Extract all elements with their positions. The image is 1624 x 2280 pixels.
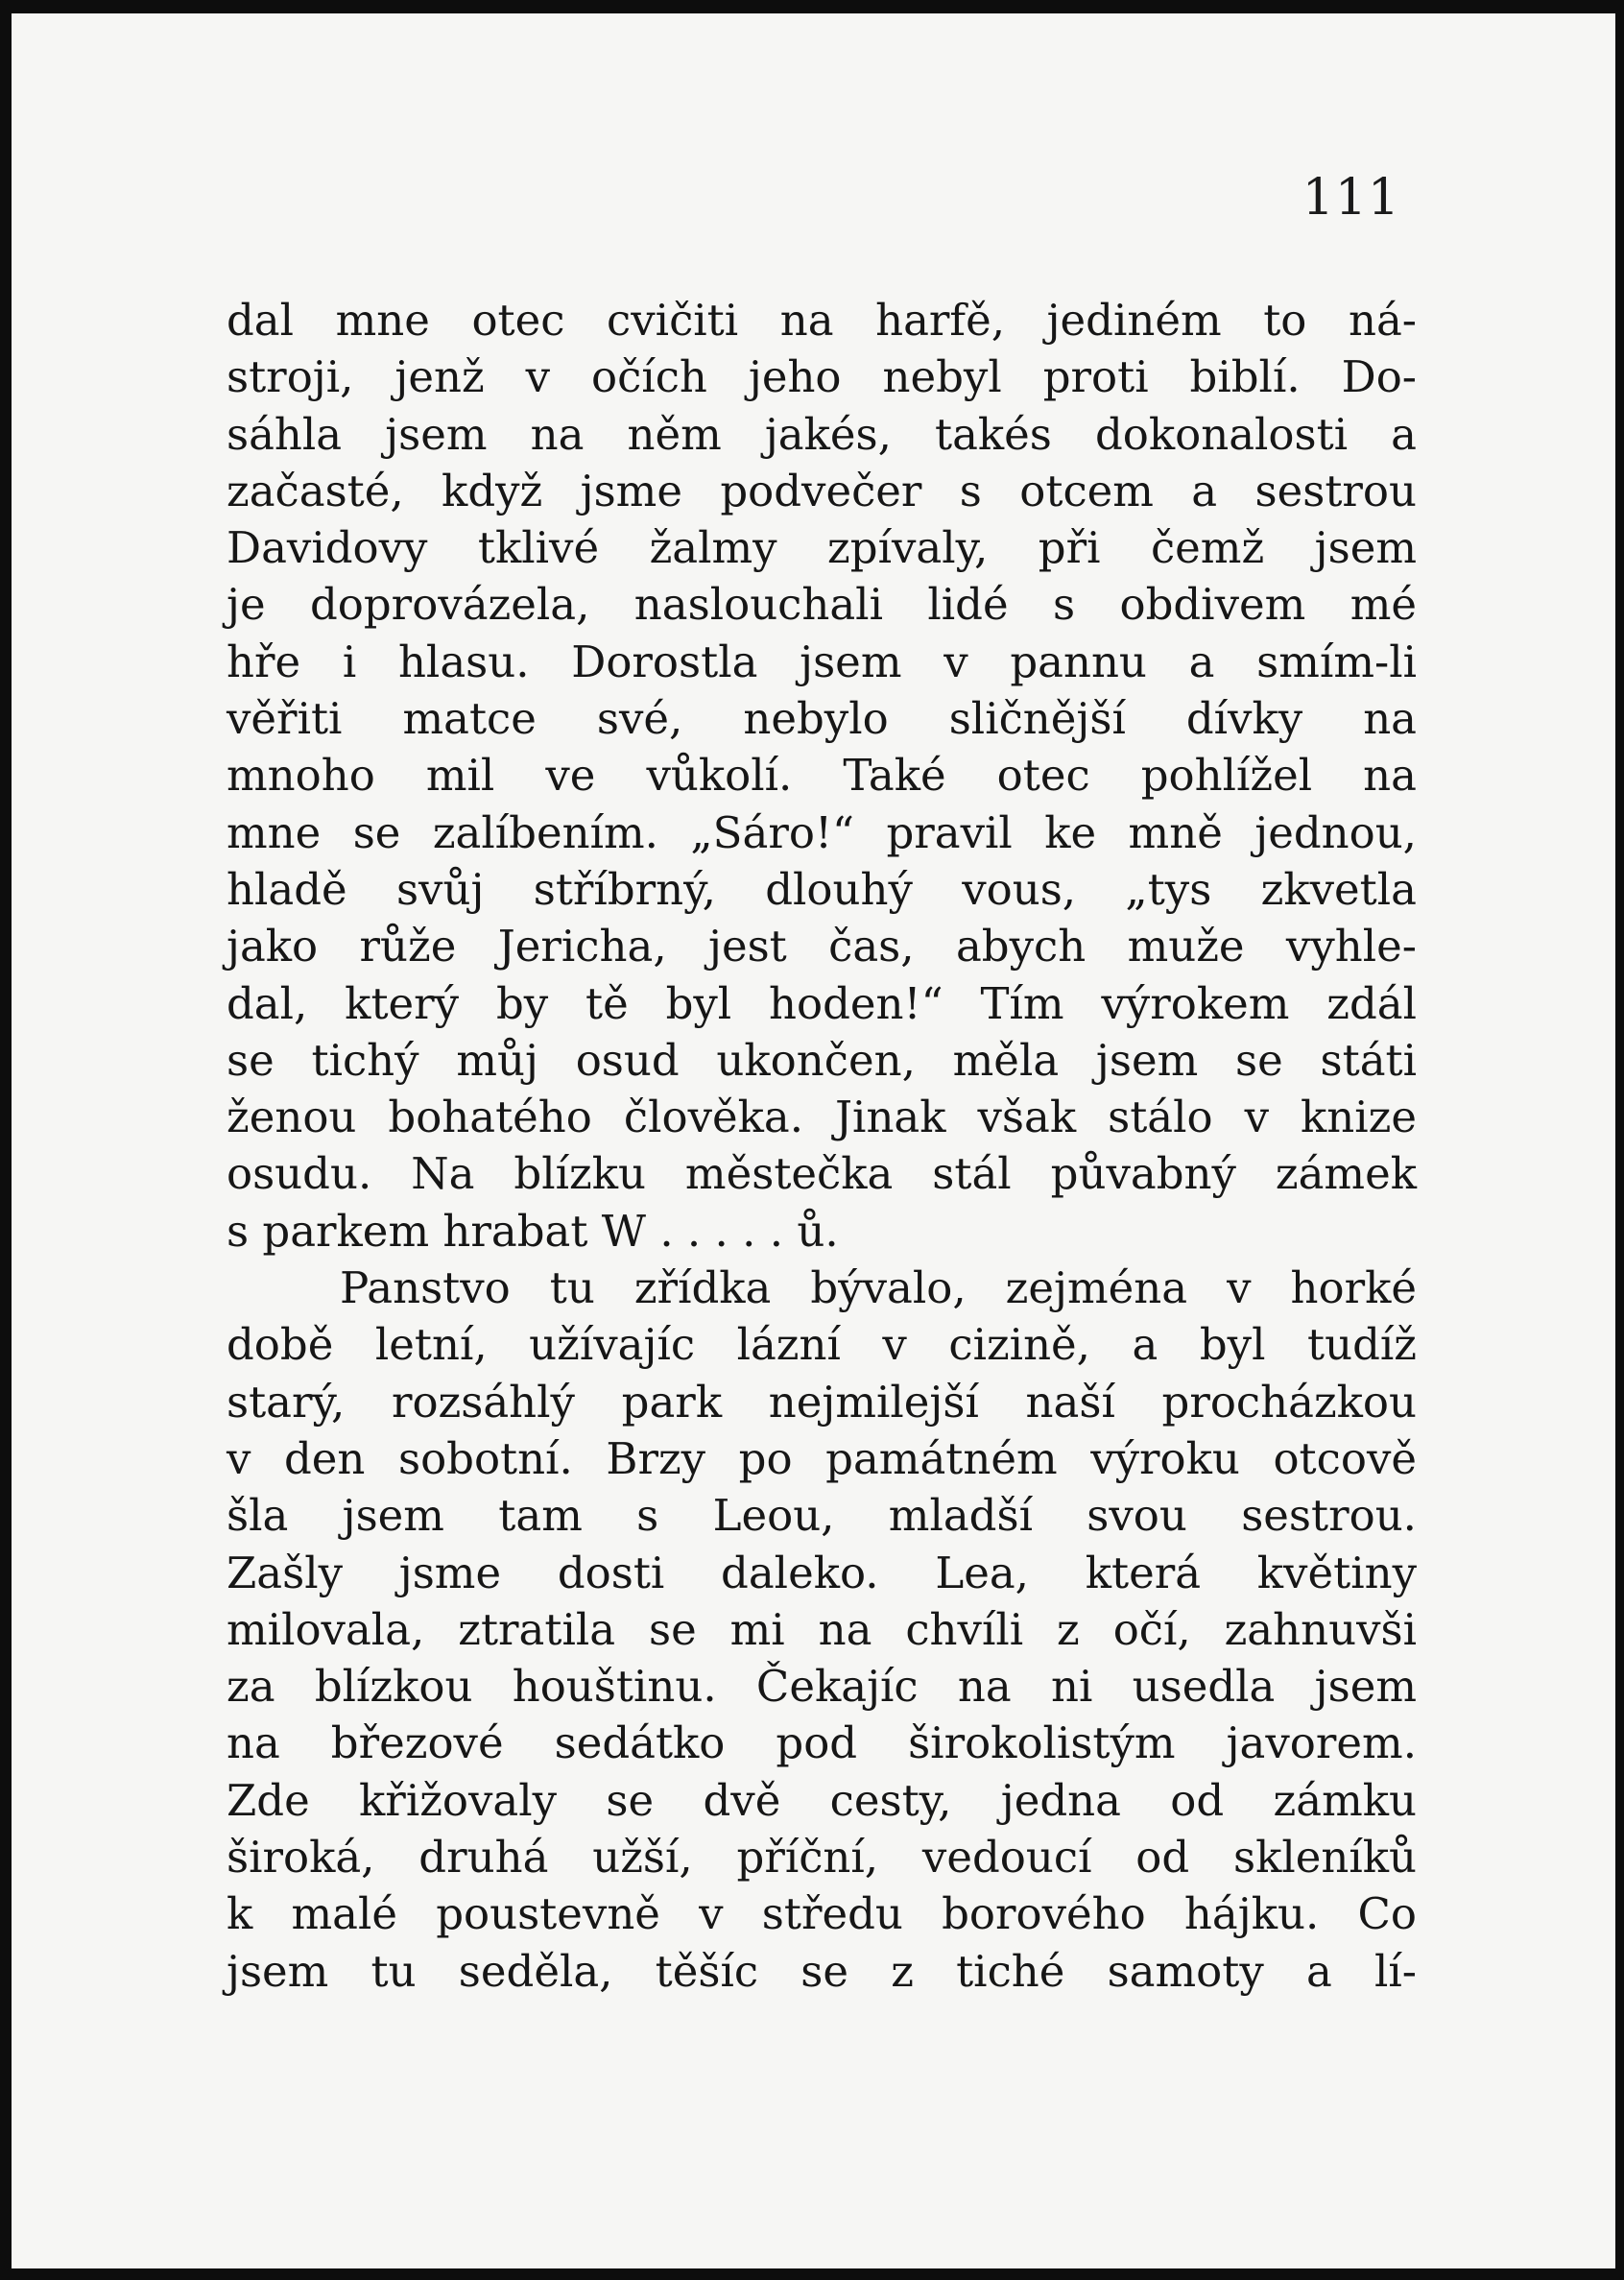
text-line: dal, který by tě byl hoden!“ Tím výrokem zdál xyxy=(227,977,1417,1029)
text-line: se tichý můj osud ukončen, měla jsem se státi xyxy=(227,1034,1417,1086)
text-line: za blízkou houštinu. Čekajíc na ni usedla jsem xyxy=(227,1661,1417,1713)
text-line: jsem tu seděla, těšíc se z tiché samoty a lí- xyxy=(227,1945,1417,1997)
text-line: milovala, ztratila se mi na chvíli z očí, zahnuvši xyxy=(227,1603,1417,1655)
text-line: hladě svůj stříbrný, dlouhý vous, „tys zkvetla xyxy=(227,863,1417,915)
text-line: hře i hlasu. Dorostla jsem v pannu a smím-li xyxy=(227,636,1417,687)
text-line: době letní, užívajíc lázní v cizině, a byl tudíž xyxy=(227,1319,1417,1371)
text-line: šla jsem tam s Leou, mladší svou sestrou. xyxy=(227,1490,1417,1542)
text-line: starý, rozsáhlý park nejmilejší naší procházkou xyxy=(227,1376,1417,1428)
paragraph-end-line: s parkem hrabat W . . . . . ů. xyxy=(227,1205,839,1257)
scan-border-bottom xyxy=(0,2268,1624,2280)
body-text xyxy=(227,292,1417,2000)
paragraph-start-line: Panstvo tu zřídka bývalo, zejména v horké xyxy=(340,1262,1417,1314)
text-line: Davidovy tklivé žalmy zpívaly, při čemž jsem xyxy=(227,522,1417,574)
text-line: jako růže Jericha, jest čas, abych muže vyhle- xyxy=(227,921,1417,972)
text-line: na březové sedátko pod širokolistým javorem. xyxy=(227,1717,1417,1769)
text-line: věřiti matce své, nebylo sličnější dívky na xyxy=(227,693,1417,745)
text-line: je doprovázela, naslouchali lidé s obdivem mé xyxy=(227,579,1417,631)
text-line: mnoho mil ve vůkolí. Také otec pohlížel na xyxy=(227,750,1417,802)
page-number: 111 xyxy=(1302,169,1400,227)
text-line: široká, druhá užší, příční, vedoucí od skleníků xyxy=(227,1832,1417,1884)
text-line: začasté, když jsme podvečer s otcem a sestrou xyxy=(227,465,1417,516)
text-line: v den sobotní. Brzy po památném výroku otcově xyxy=(227,1432,1417,1484)
text-line: ženou bohatého člověka. Jinak však stálo v knize xyxy=(227,1092,1417,1143)
scan-border-left xyxy=(0,0,12,2280)
text-line: k malé poustevně v středu borového hájku. Co xyxy=(227,1888,1417,1940)
text-line: sáhla jsem na něm jakés, takés dokonalosti a xyxy=(227,408,1417,460)
text-line: stroji, jenž v očích jeho nebyl proti biblí. Do- xyxy=(227,351,1417,403)
text-line: osudu. Na blízku městečka stál půvabný zámek xyxy=(227,1148,1417,1200)
scan-border-right xyxy=(1615,0,1624,2280)
text-line: Zašly jsme dosti daleko. Lea, která květiny xyxy=(227,1547,1417,1598)
scan-border-top xyxy=(0,0,1624,13)
text-line: Zde křižovaly se dvě cesty, jedna od zámku xyxy=(227,1774,1417,1826)
text-line: mne se zalíbením. „Sáro!“ pravil ke mně jednou, xyxy=(227,806,1417,858)
text-line: dal mne otec cvičiti na harfě, jediném to ná- xyxy=(227,295,1417,346)
